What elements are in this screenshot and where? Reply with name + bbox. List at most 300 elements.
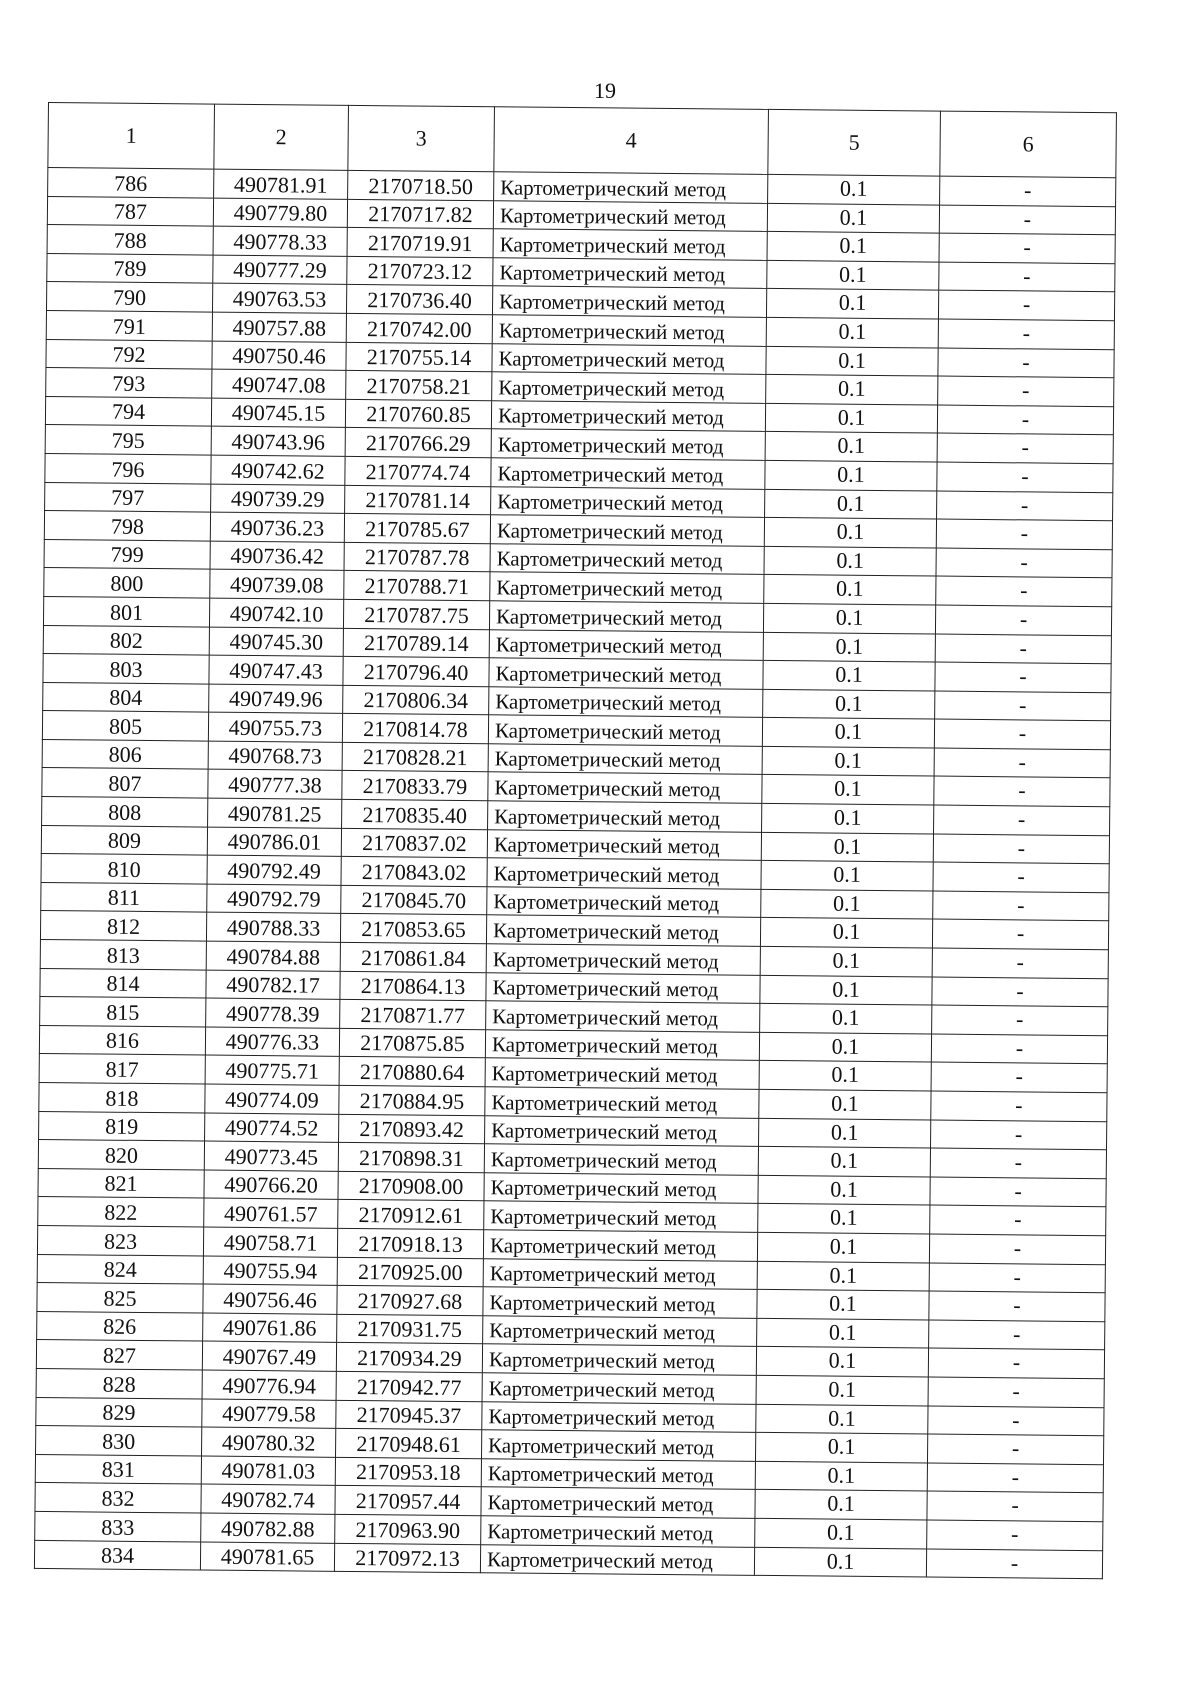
coordinates-table-wrapper bbox=[34, 102, 1116, 1579]
point-number-cell: 804 bbox=[43, 682, 209, 712]
point-number-cell: 801 bbox=[43, 596, 209, 626]
accuracy-cell: 0.1 bbox=[759, 1032, 931, 1062]
x-coordinate-cell: 490774.09 bbox=[205, 1084, 339, 1114]
method-cell: Картометрический метод bbox=[492, 343, 766, 374]
method-cell: Картометрический метод bbox=[483, 1287, 757, 1318]
y-coordinate-cell: 2170845.70 bbox=[341, 885, 487, 915]
point-number-cell: 807 bbox=[42, 768, 208, 798]
x-coordinate-cell: 490739.29 bbox=[211, 484, 345, 514]
point-number-cell: 826 bbox=[37, 1311, 203, 1341]
y-coordinate-cell: 2170942.77 bbox=[336, 1371, 482, 1401]
point-number-cell: 788 bbox=[47, 225, 213, 255]
y-coordinate-cell: 2170918.13 bbox=[337, 1228, 483, 1258]
note-cell: - bbox=[940, 176, 1116, 206]
accuracy-cell: 0.1 bbox=[765, 460, 937, 490]
x-coordinate-cell: 490766.20 bbox=[204, 1170, 338, 1200]
x-coordinate-cell: 490742.62 bbox=[211, 455, 345, 485]
accuracy-cell: 0.1 bbox=[766, 375, 938, 405]
x-coordinate-cell: 490774.52 bbox=[205, 1113, 339, 1143]
point-number-cell: 832 bbox=[35, 1483, 201, 1513]
header-col-5: 5 bbox=[768, 109, 941, 176]
note-cell: - bbox=[932, 948, 1108, 978]
accuracy-cell: 0.1 bbox=[757, 1318, 929, 1348]
y-coordinate-cell: 2170719.91 bbox=[347, 228, 493, 258]
note-cell: - bbox=[927, 1463, 1103, 1493]
x-coordinate-cell: 490756.46 bbox=[203, 1284, 337, 1314]
point-number-cell: 798 bbox=[44, 511, 210, 541]
note-cell: - bbox=[935, 691, 1111, 721]
method-cell: Картометрический метод bbox=[485, 1058, 759, 1089]
method-cell: Картометрический метод bbox=[488, 801, 762, 832]
y-coordinate-cell: 2170814.78 bbox=[342, 714, 488, 744]
accuracy-cell: 0.1 bbox=[768, 174, 940, 204]
method-cell: Картометрический метод bbox=[484, 1144, 758, 1175]
header-col-4: 4 bbox=[494, 107, 769, 175]
x-coordinate-cell: 490757.88 bbox=[212, 312, 346, 342]
accuracy-cell: 0.1 bbox=[757, 1290, 929, 1320]
y-coordinate-cell: 2170925.00 bbox=[337, 1257, 483, 1287]
note-cell: - bbox=[937, 491, 1113, 521]
accuracy-cell: 0.1 bbox=[764, 518, 936, 548]
note-cell: - bbox=[935, 634, 1111, 664]
method-cell: Картометрический метод bbox=[489, 601, 763, 632]
y-coordinate-cell: 2170758.21 bbox=[346, 371, 492, 401]
method-cell: Картометрический метод bbox=[483, 1230, 757, 1261]
note-cell: - bbox=[939, 262, 1115, 292]
accuracy-cell: 0.1 bbox=[762, 746, 934, 776]
y-coordinate-cell: 2170796.40 bbox=[343, 656, 489, 686]
point-number-cell: 787 bbox=[47, 196, 213, 226]
y-coordinate-cell: 2170760.85 bbox=[345, 399, 491, 429]
method-cell: Картометрический метод bbox=[486, 1001, 760, 1032]
note-cell: - bbox=[936, 548, 1112, 578]
y-coordinate-cell: 2170843.02 bbox=[341, 857, 487, 887]
y-coordinate-cell: 2170742.00 bbox=[346, 313, 492, 343]
note-cell: - bbox=[934, 719, 1110, 749]
method-cell: Картометрический метод bbox=[485, 1030, 759, 1061]
accuracy-cell: 0.1 bbox=[767, 260, 939, 290]
table-header bbox=[48, 103, 1117, 178]
header-col-1: 1 bbox=[48, 103, 215, 170]
page-number: 19 bbox=[594, 78, 616, 103]
y-coordinate-cell: 2170912.61 bbox=[338, 1200, 484, 1230]
accuracy-cell: 0.1 bbox=[766, 346, 938, 376]
method-cell: Картометрический метод bbox=[493, 258, 767, 289]
y-coordinate-cell: 2170898.31 bbox=[338, 1143, 484, 1173]
point-number-cell: 823 bbox=[37, 1225, 203, 1255]
y-coordinate-cell: 2170861.84 bbox=[340, 942, 486, 972]
y-coordinate-cell: 2170789.14 bbox=[343, 628, 489, 658]
point-number-cell: 828 bbox=[36, 1368, 202, 1398]
x-coordinate-cell: 490736.23 bbox=[210, 512, 344, 542]
note-cell: - bbox=[930, 1177, 1106, 1207]
note-cell: - bbox=[931, 1091, 1107, 1121]
point-number-cell: 825 bbox=[37, 1283, 203, 1313]
y-coordinate-cell: 2170766.29 bbox=[345, 428, 491, 458]
note-cell: - bbox=[931, 1034, 1107, 1064]
note-cell: - bbox=[939, 205, 1115, 235]
method-cell: Картометрический метод bbox=[482, 1373, 756, 1404]
x-coordinate-cell: 490745.30 bbox=[209, 627, 343, 657]
method-cell: Картометрический метод bbox=[486, 915, 760, 946]
point-number-cell: 792 bbox=[46, 339, 212, 369]
note-cell: - bbox=[930, 1205, 1106, 1235]
point-number-cell: 813 bbox=[40, 939, 206, 969]
accuracy-cell: 0.1 bbox=[755, 1461, 927, 1491]
method-cell: Картометрический метод bbox=[489, 658, 763, 689]
method-cell: Картометрический метод bbox=[492, 315, 766, 346]
x-coordinate-cell: 490782.74 bbox=[201, 1484, 335, 1514]
accuracy-cell: 0.1 bbox=[763, 689, 935, 719]
point-number-cell: 816 bbox=[39, 1025, 205, 1055]
y-coordinate-cell: 2170833.79 bbox=[342, 771, 488, 801]
point-number-cell: 815 bbox=[40, 997, 206, 1027]
x-coordinate-cell: 490761.86 bbox=[203, 1313, 337, 1343]
x-coordinate-cell: 490755.73 bbox=[208, 712, 342, 742]
accuracy-cell: 0.1 bbox=[762, 775, 934, 805]
note-cell: - bbox=[928, 1348, 1104, 1378]
y-coordinate-cell: 2170972.13 bbox=[334, 1543, 480, 1573]
method-cell: Картометрический метод bbox=[490, 543, 764, 574]
note-cell: - bbox=[934, 805, 1110, 835]
x-coordinate-cell: 490768.73 bbox=[208, 741, 342, 771]
point-number-cell: 810 bbox=[41, 854, 207, 884]
y-coordinate-cell: 2170755.14 bbox=[346, 342, 492, 372]
accuracy-cell: 0.1 bbox=[763, 632, 935, 662]
x-coordinate-cell: 490782.88 bbox=[201, 1513, 335, 1543]
y-coordinate-cell: 2170835.40 bbox=[342, 799, 488, 829]
note-cell: - bbox=[927, 1520, 1103, 1550]
note-cell: - bbox=[939, 233, 1115, 263]
coordinates-table bbox=[34, 102, 1117, 1579]
y-coordinate-cell: 2170718.50 bbox=[348, 170, 494, 200]
accuracy-cell: 0.1 bbox=[756, 1404, 928, 1434]
accuracy-cell: 0.1 bbox=[756, 1375, 928, 1405]
method-cell: Картометрический метод bbox=[481, 1487, 755, 1518]
accuracy-cell: 0.1 bbox=[755, 1432, 927, 1462]
method-cell: Картометрический метод bbox=[492, 286, 766, 317]
method-cell: Картометрический метод bbox=[491, 429, 765, 460]
note-cell: - bbox=[936, 519, 1112, 549]
note-cell: - bbox=[929, 1234, 1105, 1264]
note-cell: - bbox=[935, 605, 1111, 635]
x-coordinate-cell: 490755.94 bbox=[203, 1256, 337, 1286]
note-cell: - bbox=[930, 1148, 1106, 1178]
y-coordinate-cell: 2170893.42 bbox=[339, 1114, 485, 1144]
method-cell: Картометрический метод bbox=[490, 572, 764, 603]
x-coordinate-cell: 490778.33 bbox=[213, 226, 347, 256]
method-cell: Картометрический метод bbox=[493, 200, 767, 231]
note-cell: - bbox=[933, 862, 1109, 892]
method-cell: Картометрический метод bbox=[487, 829, 761, 860]
y-coordinate-cell: 2170963.90 bbox=[335, 1514, 481, 1544]
x-coordinate-cell: 490780.32 bbox=[202, 1427, 336, 1457]
method-cell: Картометрический метод bbox=[485, 1087, 759, 1118]
y-coordinate-cell: 2170853.65 bbox=[340, 914, 486, 944]
point-number-cell: 805 bbox=[42, 711, 208, 741]
y-coordinate-cell: 2170837.02 bbox=[341, 828, 487, 858]
y-coordinate-cell: 2170781.14 bbox=[345, 485, 491, 515]
accuracy-cell: 0.1 bbox=[766, 289, 938, 319]
accuracy-cell: 0.1 bbox=[758, 1204, 930, 1234]
point-number-cell: 830 bbox=[36, 1426, 202, 1456]
method-cell: Картометрический метод bbox=[481, 1458, 755, 1489]
accuracy-cell: 0.1 bbox=[765, 489, 937, 519]
note-cell: - bbox=[929, 1291, 1105, 1321]
accuracy-cell: 0.1 bbox=[759, 1118, 931, 1148]
note-cell: - bbox=[928, 1406, 1104, 1436]
point-number-cell: 821 bbox=[38, 1168, 204, 1198]
method-cell: Картометрический метод bbox=[482, 1401, 756, 1432]
x-coordinate-cell: 490747.08 bbox=[212, 369, 346, 399]
note-cell: - bbox=[938, 348, 1114, 378]
method-cell: Картометрический метод bbox=[487, 887, 761, 918]
accuracy-cell: 0.1 bbox=[760, 1004, 932, 1034]
point-number-cell: 786 bbox=[48, 168, 214, 198]
method-cell: Картометрический метод bbox=[484, 1201, 758, 1232]
x-coordinate-cell: 490781.25 bbox=[208, 798, 342, 828]
x-coordinate-cell: 490758.71 bbox=[203, 1227, 337, 1257]
x-coordinate-cell: 490747.43 bbox=[209, 655, 343, 685]
note-cell: - bbox=[936, 576, 1112, 606]
y-coordinate-cell: 2170948.61 bbox=[336, 1428, 482, 1458]
note-cell: - bbox=[930, 1120, 1106, 1150]
point-number-cell: 818 bbox=[39, 1082, 205, 1112]
x-coordinate-cell: 490775.71 bbox=[205, 1055, 339, 1085]
method-cell: Картометрический метод bbox=[488, 715, 762, 746]
note-cell: - bbox=[932, 1005, 1108, 1035]
x-coordinate-cell: 490743.96 bbox=[211, 426, 345, 456]
point-number-cell: 827 bbox=[36, 1340, 202, 1370]
note-cell: - bbox=[937, 433, 1113, 463]
y-coordinate-cell: 2170723.12 bbox=[347, 256, 493, 286]
point-number-cell: 796 bbox=[45, 453, 211, 483]
method-cell: Картометрический метод bbox=[486, 972, 760, 1003]
method-cell: Картометрический метод bbox=[486, 944, 760, 975]
x-coordinate-cell: 490745.15 bbox=[211, 398, 345, 428]
y-coordinate-cell: 2170736.40 bbox=[346, 285, 492, 315]
point-number-cell: 806 bbox=[42, 739, 208, 769]
x-coordinate-cell: 490788.33 bbox=[206, 912, 340, 942]
x-coordinate-cell: 490739.08 bbox=[210, 569, 344, 599]
point-number-cell: 794 bbox=[45, 396, 211, 426]
note-cell: - bbox=[926, 1549, 1102, 1579]
point-number-cell: 793 bbox=[46, 368, 212, 398]
y-coordinate-cell: 2170875.85 bbox=[339, 1028, 485, 1058]
x-coordinate-cell: 490777.29 bbox=[213, 255, 347, 285]
note-cell: - bbox=[937, 462, 1113, 492]
method-cell: Картометрический метод bbox=[489, 629, 763, 660]
point-number-cell: 789 bbox=[47, 253, 213, 283]
method-cell: Картометрический метод bbox=[480, 1544, 754, 1575]
point-number-cell: 824 bbox=[37, 1254, 203, 1284]
method-cell: Картометрический метод bbox=[490, 515, 764, 546]
method-cell: Картометрический метод bbox=[493, 229, 767, 260]
x-coordinate-cell: 490781.03 bbox=[201, 1456, 335, 1486]
accuracy-cell: 0.1 bbox=[755, 1490, 927, 1520]
accuracy-cell: 0.1 bbox=[762, 718, 934, 748]
accuracy-cell: 0.1 bbox=[757, 1261, 929, 1291]
method-cell: Картометрический метод bbox=[494, 172, 768, 203]
y-coordinate-cell: 2170931.75 bbox=[337, 1314, 483, 1344]
point-number-cell: 790 bbox=[46, 282, 212, 312]
x-coordinate-cell: 490792.49 bbox=[207, 855, 341, 885]
y-coordinate-cell: 2170788.71 bbox=[344, 571, 490, 601]
x-coordinate-cell: 490777.38 bbox=[208, 770, 342, 800]
table-body bbox=[34, 168, 1115, 1579]
point-number-cell: 797 bbox=[45, 482, 211, 512]
y-coordinate-cell: 2170953.18 bbox=[335, 1457, 481, 1487]
point-number-cell: 800 bbox=[44, 568, 210, 598]
x-coordinate-cell: 490776.33 bbox=[205, 1027, 339, 1057]
note-cell: - bbox=[929, 1320, 1105, 1350]
header-row bbox=[48, 103, 1117, 178]
accuracy-cell: 0.1 bbox=[757, 1232, 929, 1262]
y-coordinate-cell: 2170864.13 bbox=[340, 971, 486, 1001]
point-number-cell: 834 bbox=[34, 1540, 200, 1570]
accuracy-cell: 0.1 bbox=[763, 603, 935, 633]
note-cell: - bbox=[933, 891, 1109, 921]
point-number-cell: 833 bbox=[35, 1511, 201, 1541]
point-number-cell: 812 bbox=[40, 911, 206, 941]
method-cell: Картометрический метод bbox=[487, 858, 761, 889]
y-coordinate-cell: 2170774.74 bbox=[345, 456, 491, 486]
method-cell: Картометрический метод bbox=[481, 1516, 755, 1547]
x-coordinate-cell: 490782.17 bbox=[206, 970, 340, 1000]
method-cell: Картометрический метод bbox=[491, 458, 765, 489]
accuracy-cell: 0.1 bbox=[761, 861, 933, 891]
x-coordinate-cell: 490761.57 bbox=[204, 1198, 338, 1228]
note-cell: - bbox=[928, 1377, 1104, 1407]
method-cell: Картометрический метод bbox=[491, 401, 765, 432]
accuracy-cell: 0.1 bbox=[760, 975, 932, 1005]
accuracy-cell: 0.1 bbox=[760, 918, 932, 948]
x-coordinate-cell: 490749.96 bbox=[209, 684, 343, 714]
method-cell: Картометрический метод bbox=[482, 1344, 756, 1375]
y-coordinate-cell: 2170828.21 bbox=[342, 742, 488, 772]
point-number-cell: 820 bbox=[38, 1140, 204, 1170]
note-cell: - bbox=[934, 777, 1110, 807]
method-cell: Картометрический метод bbox=[481, 1430, 755, 1461]
y-coordinate-cell: 2170871.77 bbox=[340, 1000, 486, 1030]
note-cell: - bbox=[937, 405, 1113, 435]
point-number-cell: 809 bbox=[41, 825, 207, 855]
point-number-cell: 829 bbox=[36, 1397, 202, 1427]
accuracy-cell: 0.1 bbox=[764, 546, 936, 576]
accuracy-cell: 0.1 bbox=[765, 403, 937, 433]
x-coordinate-cell: 490781.65 bbox=[200, 1542, 334, 1572]
note-cell: - bbox=[929, 1263, 1105, 1293]
y-coordinate-cell: 2170880.64 bbox=[339, 1057, 485, 1087]
y-coordinate-cell: 2170717.82 bbox=[347, 199, 493, 229]
point-number-cell: 831 bbox=[35, 1454, 201, 1484]
accuracy-cell: 0.1 bbox=[756, 1347, 928, 1377]
point-number-cell: 811 bbox=[41, 882, 207, 912]
note-cell: - bbox=[938, 376, 1114, 406]
x-coordinate-cell: 490779.80 bbox=[213, 198, 347, 228]
y-coordinate-cell: 2170785.67 bbox=[344, 513, 490, 543]
x-coordinate-cell: 490781.91 bbox=[214, 169, 348, 199]
note-cell: - bbox=[934, 748, 1110, 778]
method-cell: Картометрический метод bbox=[491, 486, 765, 517]
y-coordinate-cell: 2170787.75 bbox=[343, 599, 489, 629]
accuracy-cell: 0.1 bbox=[760, 946, 932, 976]
header-col-3: 3 bbox=[348, 105, 495, 171]
accuracy-cell: 0.1 bbox=[759, 1061, 931, 1091]
y-coordinate-cell: 2170957.44 bbox=[335, 1486, 481, 1516]
x-coordinate-cell: 490750.46 bbox=[212, 341, 346, 371]
method-cell: Картометрический метод bbox=[489, 686, 763, 717]
accuracy-cell: 0.1 bbox=[758, 1147, 930, 1177]
x-coordinate-cell: 490779.58 bbox=[202, 1399, 336, 1429]
point-number-cell: 822 bbox=[38, 1197, 204, 1227]
y-coordinate-cell: 2170908.00 bbox=[338, 1171, 484, 1201]
method-cell: Картометрический метод bbox=[492, 372, 766, 403]
x-coordinate-cell: 490792.79 bbox=[207, 884, 341, 914]
x-coordinate-cell: 490784.88 bbox=[206, 941, 340, 971]
note-cell: - bbox=[935, 662, 1111, 692]
method-cell: Картометрический метод bbox=[485, 1115, 759, 1146]
accuracy-cell: 0.1 bbox=[765, 432, 937, 462]
point-number-cell: 791 bbox=[46, 310, 212, 340]
x-coordinate-cell: 490742.10 bbox=[209, 598, 343, 628]
y-coordinate-cell: 2170806.34 bbox=[343, 685, 489, 715]
header-col-2: 2 bbox=[214, 104, 349, 170]
method-cell: Картометрический метод bbox=[484, 1173, 758, 1204]
note-cell: - bbox=[927, 1434, 1103, 1464]
accuracy-cell: 0.1 bbox=[762, 803, 934, 833]
x-coordinate-cell: 490778.39 bbox=[206, 998, 340, 1028]
accuracy-cell: 0.1 bbox=[761, 889, 933, 919]
point-number-cell: 817 bbox=[39, 1054, 205, 1084]
note-cell: - bbox=[938, 290, 1114, 320]
point-number-cell: 799 bbox=[44, 539, 210, 569]
point-number-cell: 819 bbox=[39, 1111, 205, 1141]
x-coordinate-cell: 490736.42 bbox=[210, 541, 344, 571]
y-coordinate-cell: 2170884.95 bbox=[339, 1085, 485, 1115]
header-col-6: 6 bbox=[940, 111, 1117, 178]
note-cell: - bbox=[933, 834, 1109, 864]
accuracy-cell: 0.1 bbox=[764, 575, 936, 605]
y-coordinate-cell: 2170945.37 bbox=[336, 1400, 482, 1430]
accuracy-cell: 0.1 bbox=[761, 832, 933, 862]
note-cell: - bbox=[931, 1062, 1107, 1092]
x-coordinate-cell: 490776.94 bbox=[202, 1370, 336, 1400]
accuracy-cell: 0.1 bbox=[767, 203, 939, 233]
method-cell: Картометрический метод bbox=[483, 1258, 757, 1289]
point-number-cell: 808 bbox=[42, 797, 208, 827]
y-coordinate-cell: 2170934.29 bbox=[336, 1343, 482, 1373]
method-cell: Картометрический метод bbox=[488, 744, 762, 775]
accuracy-cell: 0.1 bbox=[754, 1547, 926, 1577]
x-coordinate-cell: 490786.01 bbox=[207, 827, 341, 857]
point-number-cell: 795 bbox=[45, 425, 211, 455]
note-cell: - bbox=[932, 977, 1108, 1007]
accuracy-cell: 0.1 bbox=[755, 1518, 927, 1548]
accuracy-cell: 0.1 bbox=[763, 660, 935, 690]
note-cell: - bbox=[932, 919, 1108, 949]
accuracy-cell: 0.1 bbox=[758, 1175, 930, 1205]
method-cell: Картометрический метод bbox=[488, 772, 762, 803]
note-cell: - bbox=[927, 1491, 1103, 1521]
accuracy-cell: 0.1 bbox=[766, 317, 938, 347]
x-coordinate-cell: 490773.45 bbox=[204, 1141, 338, 1171]
x-coordinate-cell: 490767.49 bbox=[202, 1341, 336, 1371]
accuracy-cell: 0.1 bbox=[759, 1089, 931, 1119]
method-cell: Картометрический метод bbox=[483, 1315, 757, 1346]
x-coordinate-cell: 490763.53 bbox=[212, 283, 346, 313]
y-coordinate-cell: 2170787.78 bbox=[344, 542, 490, 572]
